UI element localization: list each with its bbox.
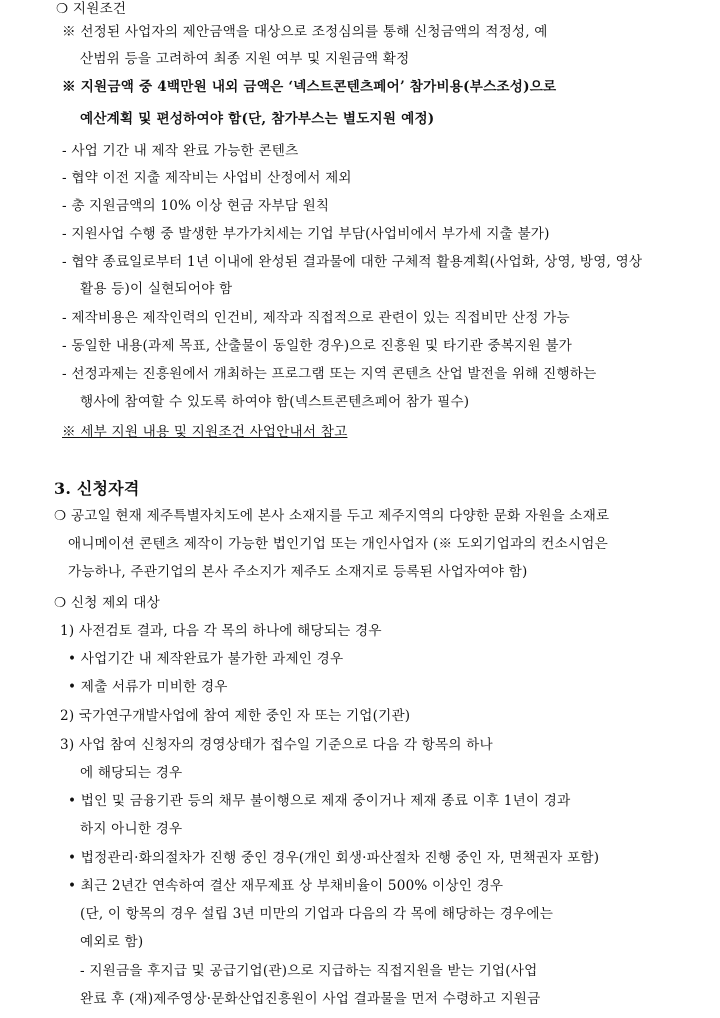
text-line: ❍ 지원조건 [56, 1, 127, 17]
text-line: 1) 사전검토 결과, 다음 각 목의 하나에 해당되는 경우 [60, 623, 382, 639]
section-heading: 3. 신청자격 [54, 479, 140, 498]
text-line: 가능하나, 주관기업의 본사 주소지가 제주도 소재지로 등록된 사업자여야 함) [68, 564, 528, 580]
text-line: - 협약 이전 지출 제작비는 사업비 산정에서 제외 [62, 170, 352, 186]
text-line: 예외로 함) [80, 934, 144, 950]
text-line: 예산계획 및 편성하여야 함(단, 참가부스는 별도지원 예정) [80, 111, 435, 127]
text-line: 애니메이션 콘텐츠 제작이 가능한 법인기업 또는 개인사업자 (※ 도외기업과의 컨소시엄은 [68, 536, 608, 552]
text-line: • 사업기간 내 제작완료가 불가한 과제인 경우 [68, 651, 344, 667]
text-line: - 제작비용은 제작인력의 인건비, 제작과 직접적으로 관련이 있는 직접비만 산정 가능 [62, 310, 570, 326]
text-line: 산범위 등을 고려하여 최종 지원 여부 및 지원금액 확정 [80, 51, 410, 67]
text-line: - 지원사업 수행 중 발생한 부가가치세는 기업 부담(사업비에서 부가세 지출 불가) [62, 226, 550, 242]
text-line: 2) 국가연구개발사업에 참여 제한 중인 자 또는 기업(기관) [60, 708, 411, 724]
text-line: - 지원금을 후지급 및 공급기업(관)으로 지급하는 직접지원을 받는 기업(사업 [80, 963, 538, 979]
text-line: 행사에 참여할 수 있도록 하여야 함(넥스트콘텐츠페어 참가 필수) [80, 394, 470, 410]
text-line: - 협약 종료일로부터 1년 이내에 완성된 결과물에 대한 구체적 활용계획(사업화, 상영, 방영, 영상 [62, 254, 643, 270]
text-line: 3) 사업 참여 신청자의 경영상태가 접수일 기준으로 다음 각 항목의 하나 [60, 737, 493, 753]
text-line: - 사업 기간 내 제작 완료 가능한 콘텐츠 [62, 143, 299, 159]
text-line: ❍ 신청 제외 대상 [54, 595, 160, 611]
text-line: 하지 아니한 경우 [80, 821, 183, 837]
text-line: ❍ 공고일 현재 제주특별자치도에 본사 소재지를 두고 제주지역의 다양한 문화 자원을 소재로 [54, 508, 610, 524]
text-line: • 최근 2년간 연속하여 결산 재무제표 상 부채비율이 500% 이상인 경우 [68, 878, 504, 894]
text-line: • 제출 서류가 미비한 경우 [68, 679, 228, 695]
text-line: - 총 지원금액의 10% 이상 현금 자부담 원칙 [62, 198, 330, 214]
text-line: 완료 후 (재)제주영상·문화산업진흥원이 사업 결과물을 먼저 수령하고 지원금 [80, 991, 541, 1007]
text-line: ※ 세부 지원 내용 및 지원조건 사업안내서 참고 [62, 424, 348, 440]
text-line: - 동일한 내용(과제 목표, 산출물이 동일한 경우)으로 진흥원 및 타기관 중복지원 불가 [62, 338, 572, 354]
text-line: - 선정과제는 진흥원에서 개최하는 프로그램 또는 지역 콘텐츠 산업 발전을 위해 진행하는 [62, 366, 597, 382]
text-line: • 법정관리·화의절차가 진행 중인 경우(개인 회생·파산절차 진행 중인 자, 면책권자 포함) [68, 850, 600, 866]
text-line: • 법인 및 금융기관 등의 채무 불이행으로 제재 중이거나 제재 종료 이후 1년이 경과 [68, 793, 571, 809]
text-line: ※ 선정된 사업자의 제안금액을 대상으로 조정심의를 통해 신청금액의 적정성, 예 [62, 24, 548, 40]
text-line: 활용 등)이 실현되어야 함 [80, 281, 233, 297]
text-line: (단, 이 항목의 경우 설립 3년 미만의 기업과 다음의 각 목에 해당하는 경우에는 [80, 906, 554, 922]
text-line: 에 해당되는 경우 [80, 765, 183, 781]
text-line: ※ 지원금액 중 4백만원 내외 금액은 ‘넥스트콘텐츠페어’ 참가비용(부스조성)으로 [62, 79, 557, 95]
